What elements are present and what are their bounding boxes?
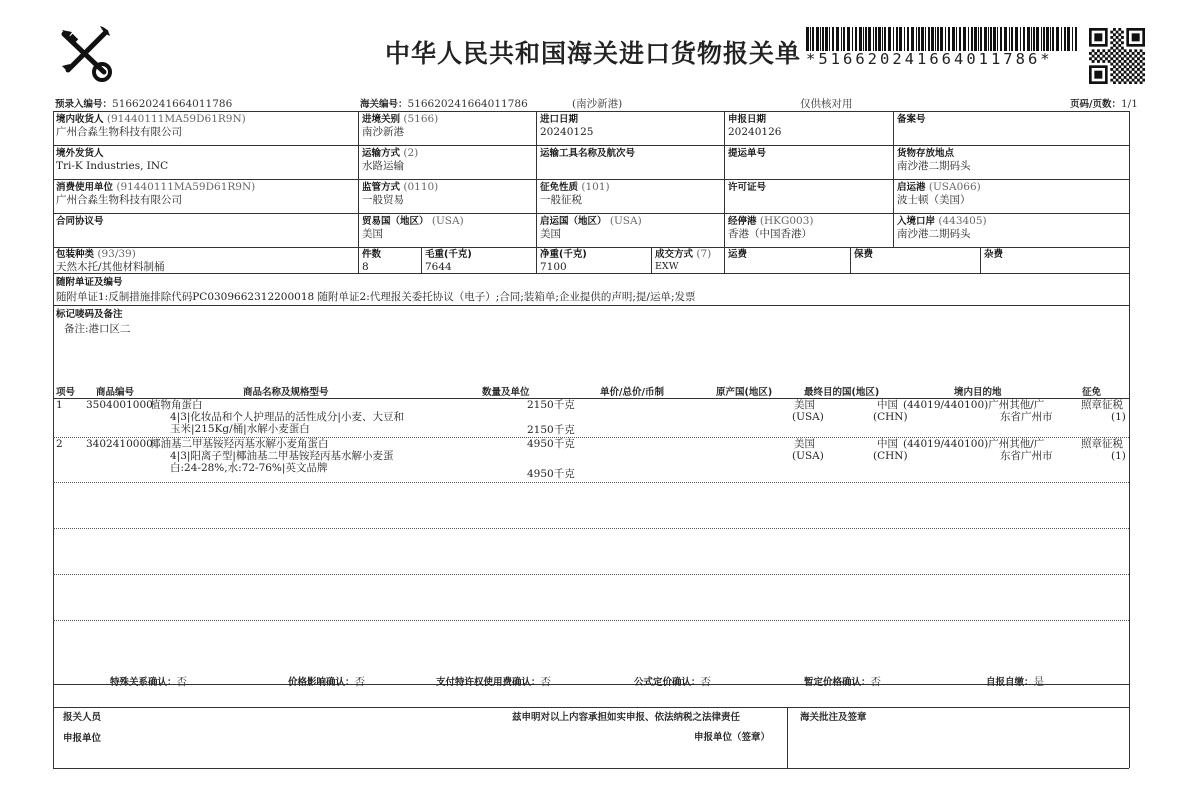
package-type-cell: 包装种类 (93/39) 天然木托/其他材料制桶	[56, 248, 165, 273]
barcode-icon	[806, 27, 1078, 51]
confirm-special-relation: 特殊关系确认：否	[110, 676, 188, 688]
goods-header-item-no: 项号	[56, 387, 76, 398]
marks-remarks-cell: 标记唛码及备注 备注:港口区二	[56, 309, 131, 335]
goods-header-domestic: 境内目的地	[954, 387, 1002, 398]
attached-docs-cell: 随附单证及编号 随附单证1:反制措施排除代码PC0309662312200018 随附单证2:代理报关委托协议（电子）;合同;装箱单;企业提供的声明;提/运单;发票	[56, 277, 696, 303]
pre-entry-number: 预录入编号：516620241664011786	[55, 98, 233, 110]
confirm-provisional-price: 暂定价格确认：否	[804, 676, 882, 688]
record-no-cell: 备案号	[897, 114, 926, 125]
qr-code-icon	[1089, 28, 1145, 84]
freight-cell: 运费	[728, 249, 748, 260]
consumer-unit-cell: 消费使用单位 (91440111MA59D61R9N) 广州合淼生物科技有限公司	[56, 181, 256, 206]
insurance-cell: 保费	[854, 249, 874, 260]
customs-note-label: 海关批注及签章	[800, 712, 867, 723]
barcode-text: *516620241664011786*	[806, 50, 1053, 68]
customs-house: (南沙新港)	[572, 98, 623, 110]
confirm-price-influence: 价格影响确认：否	[288, 676, 366, 688]
legal-statement: 兹申明对以上内容承担如实申报、依法纳税之法律责任	[512, 712, 741, 723]
document-title: 中华人民共和国海关进口货物报关单	[385, 39, 802, 68]
customs-emblem-icon	[56, 22, 118, 84]
entry-port-of-arrival-cell: 入境口岸 (443405) 南沙港二期码头	[897, 215, 987, 240]
trade-country-cell: 贸易国（地区） (USA) 美国	[362, 215, 464, 240]
net-weight-cell: 净重(千克) 7100	[540, 249, 587, 273]
contract-cell: 合同协议号	[56, 216, 104, 227]
supervision-mode-cell: 监管方式 (0110) 一般贸易	[362, 181, 439, 206]
pieces-cell: 件数 8	[362, 249, 382, 273]
import-date-cell: 进口日期 20240125	[540, 114, 594, 138]
shipper-cell: 境外发货人 Tri-K Industries, INC	[56, 148, 169, 172]
declare-date-cell: 申报日期 20240126	[728, 114, 782, 138]
verification-note: 仅供核对用	[800, 98, 853, 110]
table-row: 2 3402410000 椰油基二甲基铵羟丙基水解小麦角蛋白 4|3|阳离子型|椰油基二甲基铵羟丙基水解小麦蛋 白:24-28%,水:72-76%|英文品牌 4950千克 4950千克 美国 (USA) 中国 (CHN) (44019/440100)广州其他/广 东省广州市 照章征税 (1)	[56, 438, 1126, 480]
page-number: 页码/页数：1/1	[1070, 98, 1138, 110]
transit-port-cell: 经停港 (HKG003) 香港（中国香港）	[728, 215, 814, 240]
consignee-cell: 境内收货人 (91440111MA59D61R9N) 广州合淼生物科技有限公司	[56, 113, 246, 138]
confirm-self-pay: 自报自缴：是	[986, 676, 1045, 688]
storage-place-cell: 货物存放地点 南沙港二期码头	[897, 148, 971, 172]
customs-number: 海关编号：516620241664011786	[360, 98, 528, 110]
license-cell: 许可证号	[728, 182, 767, 193]
departure-port-cell: 启运港 (USA066) 波士顿（美国）	[897, 181, 981, 206]
goods-header-qty: 数量及单位	[482, 387, 530, 398]
goods-header-origin: 原产国(地区)	[716, 387, 773, 398]
confirm-royalty: 支付特许权使用费确认：否	[436, 676, 552, 688]
goods-header-name: 商品名称及规格型号	[243, 387, 329, 398]
goods-header-price: 单价/总价/币制	[600, 387, 664, 398]
transport-mode-cell: 运输方式 (2) 水路运输	[362, 147, 419, 172]
gross-weight-cell: 毛重(千克) 7644	[425, 249, 472, 273]
goods-header-dest: 最终目的国(地区)	[804, 387, 880, 398]
bill-of-lading-cell: 提运单号	[728, 148, 767, 159]
unit-seal-label: 申报单位（签章）	[694, 732, 771, 743]
goods-header-code: 商品编号	[96, 387, 135, 398]
tax-nature-cell: 征免性质 (101) 一般征税	[540, 181, 610, 206]
confirm-formula-price: 公式定价确认：否	[634, 676, 712, 688]
goods-header-duty: 征免	[1082, 387, 1102, 398]
table-row: 1 3504001000 植物角蛋白 4|3|化妆品和个人护理品的活性成分|小麦、大豆和 玉米|215Kg/桶|水解小麦蛋白 2150千克 2150千克 美国 (USA) 中国 (CHN) (44019/440100)广州其他/广 东省广州市 照章征税 (1)	[56, 399, 1126, 436]
trade-terms-cell: 成交方式 (7) EXW	[655, 248, 712, 272]
departure-country-cell: 启运国（地区） (USA) 美国	[540, 215, 642, 240]
declaring-unit-label: 申报单位	[63, 733, 102, 744]
misc-fee-cell: 杂费	[984, 249, 1004, 260]
entry-port-cell: 进境关别 (5166) 南沙新港	[362, 113, 439, 138]
declarer-label: 报关人员	[63, 712, 102, 723]
vessel-cell: 运输工具名称及航次号	[540, 148, 636, 159]
